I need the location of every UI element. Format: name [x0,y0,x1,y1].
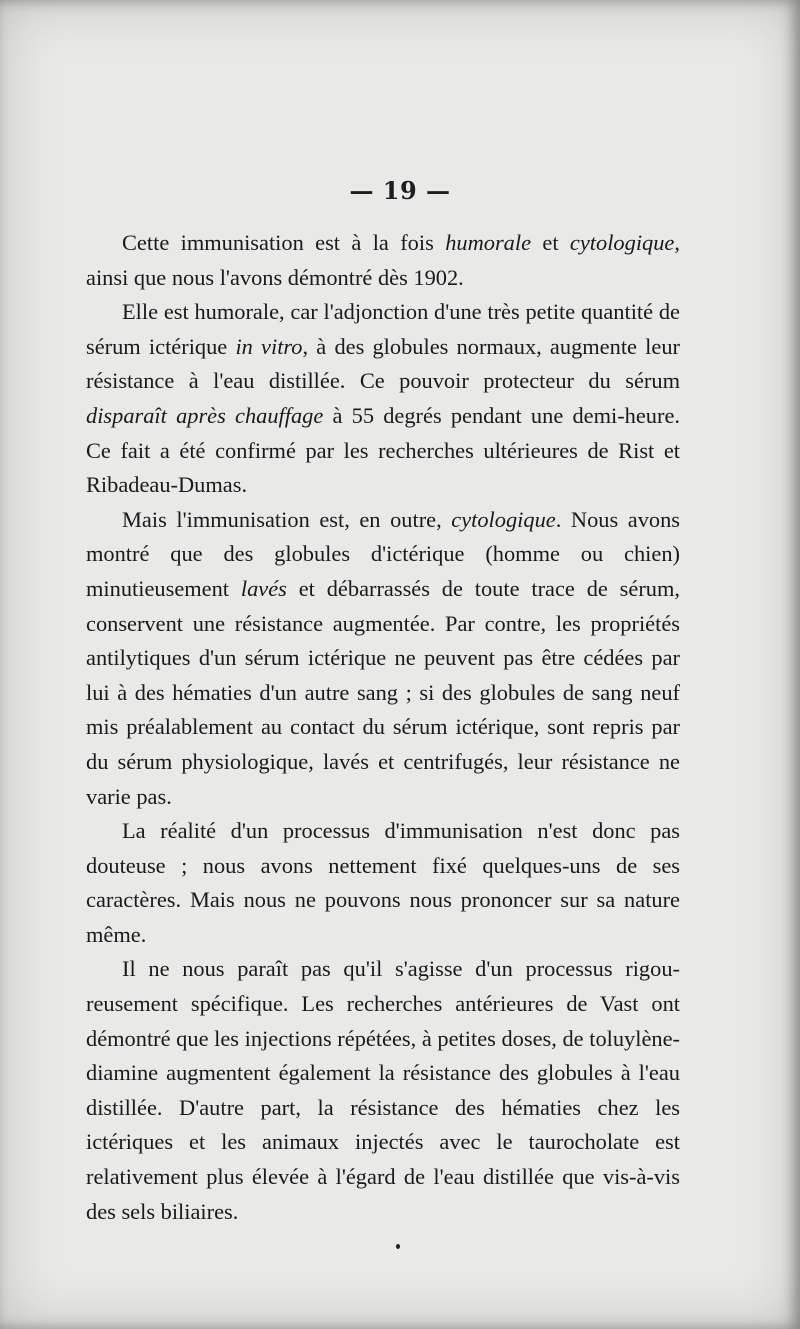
text-segment: , ainsi que nous l'avons démontré dès 1902. [86,230,680,290]
italic-segment: humorale [445,230,532,255]
text-segment: Elle est humorale, car l'adjonction d'une très petite quantité de sérum ictérique [86,299,680,359]
italic-segment: lavés [240,575,287,601]
page-number: — 19 — [349,176,451,205]
italic-segment: cytologique [569,230,675,255]
text-segment: et [531,230,570,255]
paragraph [86,295,680,503]
paragraph [86,814,680,952]
text-segment: et débarrassés de toute trace de sérum, conservent une résistance augmentée. Par contre, les propriétés antilytiques d'un sérum ictérique ne peuvent pas être cédées par lui à des hématies d'un autre sang ; si des globules de sang neuf mis préalablement au contact du sérum ictérique, sont repris par du sérum physiologique, lavés et centrifugés, leur résistance ne varie pas. [86,575,680,809]
text-segment: à 55 degrés pendant une demi-heure. Ce fait a été confirmé par les recherches ultérieures de Rist et Ribadeau-Dumas. [86,402,680,498]
text-segment: . Nous avons montré que des globules d'ictérique (homme ou chien) minutieusement [86,506,680,601]
text-segment: La réalité d'un processus d'immunisation n'est donc pas douteuse ; nous avons nettement fixé quelques-uns de ses caractères. Mais nous ne pouvons nous prononcer sur sa nature même. [86,818,680,947]
body-text [86,226,680,1229]
paragraph [86,503,680,814]
italic-segment: in vitro [235,333,303,359]
text-segment: , à des globules normaux, augmente leur résistance à l'eau distillée. Ce pouvoir protecteur du sérum [86,333,680,394]
text-segment: Mais l'immunisation est, en outre, [122,506,452,532]
paragraph [86,226,680,295]
paragraph [86,952,680,1229]
text-segment: Il ne nous paraît pas qu'il s'agisse d'un processus rigoureusement spécifique. Les recherches antérieures de Vast ont démontré que les injections répétées, à petites doses, de toluylène-diamine augmentent également la résistance des globules à l'eau distillée. D'autre part, la résistance des hématies chez les ictériques et les animaux injectés avec le taurocholate est relativement plus élevée à l'égard de l'eau distillée que vis-à-vis des sels biliaires. [86,956,680,1224]
italic-segment: disparaît après chauffage [86,402,324,428]
text-segment: Cette immunisation est à la fois [122,230,446,255]
ink-speck [396,1244,400,1249]
italic-segment: cytologique [451,506,556,532]
